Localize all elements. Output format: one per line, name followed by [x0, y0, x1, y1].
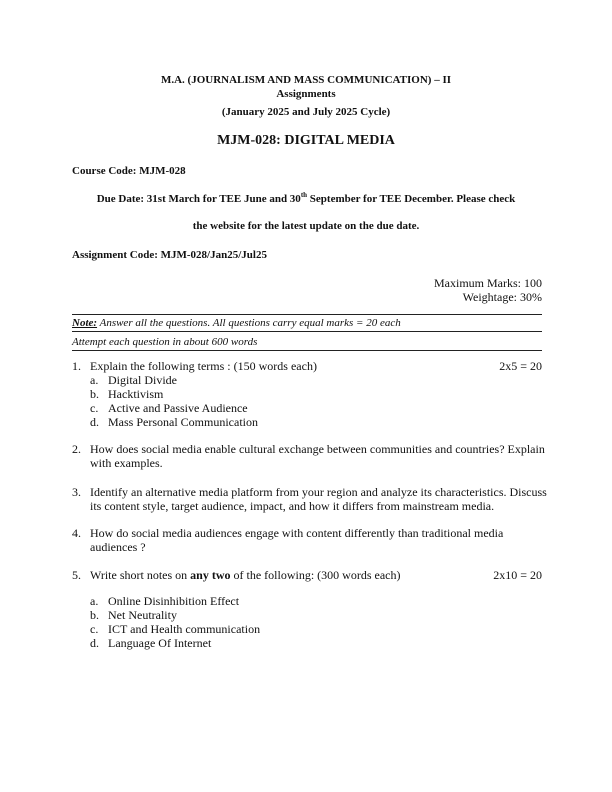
cycle-heading: (January 2025 and July 2025 Cycle)	[221, 106, 391, 118]
q1-item-d	[90, 415, 258, 430]
item-text: Hacktivism	[108, 387, 164, 401]
item-text: ICT and Health communication	[108, 622, 261, 636]
assignment-code: Assignment Code: MJM-028/Jan25/Jul25	[72, 249, 267, 261]
q1-text: Explain the following terms : (150 words each)	[90, 359, 317, 373]
item-letter: b.	[90, 387, 99, 401]
item-text: Net Neutrality	[108, 608, 177, 622]
note-text: Answer all the questions. All questions carry equal marks = 20 each	[97, 317, 401, 329]
q3-line2: its content style, target audience, impact, and how it differs from mainstream media.	[90, 499, 495, 513]
item-text: Digital Divide	[108, 373, 177, 387]
q5-item-c	[90, 622, 261, 637]
q5-text-pre: Write short notes on	[90, 568, 191, 582]
due-date-superscript: th	[300, 191, 308, 199]
item-text: Mass Personal Communication	[108, 415, 258, 429]
due-date-part2: September for TEE December. Please check	[307, 193, 516, 205]
bottom-divider	[72, 350, 542, 351]
note-divider	[72, 331, 542, 332]
item-letter: c.	[90, 622, 99, 636]
note-line2: Attempt each question in about 600 words	[72, 336, 258, 348]
q1-number: 1.	[72, 359, 81, 373]
item-letter: b.	[90, 608, 99, 622]
course-code: Course Code: MJM-028	[72, 165, 186, 177]
q5-number: 5.	[72, 568, 81, 582]
q4-number: 4.	[72, 526, 81, 540]
item-text: Online Disinhibition Effect	[108, 594, 240, 608]
maximum-marks: Maximum Marks: 100	[434, 276, 542, 290]
assignments-heading: Assignments	[276, 88, 336, 100]
item-letter: d.	[90, 636, 99, 650]
top-divider	[72, 314, 542, 315]
item-letter: d.	[90, 415, 99, 429]
item-letter: c.	[90, 401, 99, 415]
q1-marks: 2x5 = 20	[499, 359, 542, 373]
q4-line2: audiences ?	[90, 540, 146, 554]
item-text: Active and Passive Audience	[108, 401, 248, 415]
item-letter: a.	[90, 594, 99, 608]
q1-item-a	[90, 373, 177, 388]
note-line1	[72, 317, 401, 329]
q1-item-b	[90, 387, 164, 402]
q5-marks: 2x10 = 20	[493, 568, 542, 582]
weightage: Weightage: 30%	[462, 290, 542, 304]
due-date-line2: the website for the latest update on the due date.	[192, 220, 420, 232]
q5-text-bold: any two	[190, 568, 231, 582]
q5-text-post: of the following: (300 words each)	[230, 568, 401, 582]
q1-item-c	[90, 401, 248, 416]
course-title: MJM-028: DIGITAL MEDIA	[217, 133, 395, 148]
q2-line1: How does social media enable cultural exchange between communities and countries? Explain	[90, 442, 545, 456]
q5-item-d	[90, 636, 212, 651]
q5-item-a	[90, 594, 240, 609]
q2-line2: with examples.	[90, 456, 163, 470]
q4-line1: How do social media audiences engage with content differently than traditional media	[90, 526, 504, 540]
item-letter: a.	[90, 373, 99, 387]
due-date-part1: Due Date: 31st March for TEE June and 30	[96, 193, 301, 205]
q5-item-b	[90, 608, 177, 623]
q3-number: 3.	[72, 485, 81, 499]
due-date-line1	[0, 193, 612, 205]
q5-text	[90, 568, 400, 583]
q2-number: 2.	[72, 442, 81, 456]
note-label: Note:	[72, 317, 98, 329]
q3-line1: Identify an alternative media platform from your region and analyze its characteristics. Discuss	[90, 485, 547, 499]
program-title: M.A. (JOURNALISM AND MASS COMMUNICATION) – II	[160, 74, 452, 86]
item-text: Language Of Internet	[108, 636, 212, 650]
